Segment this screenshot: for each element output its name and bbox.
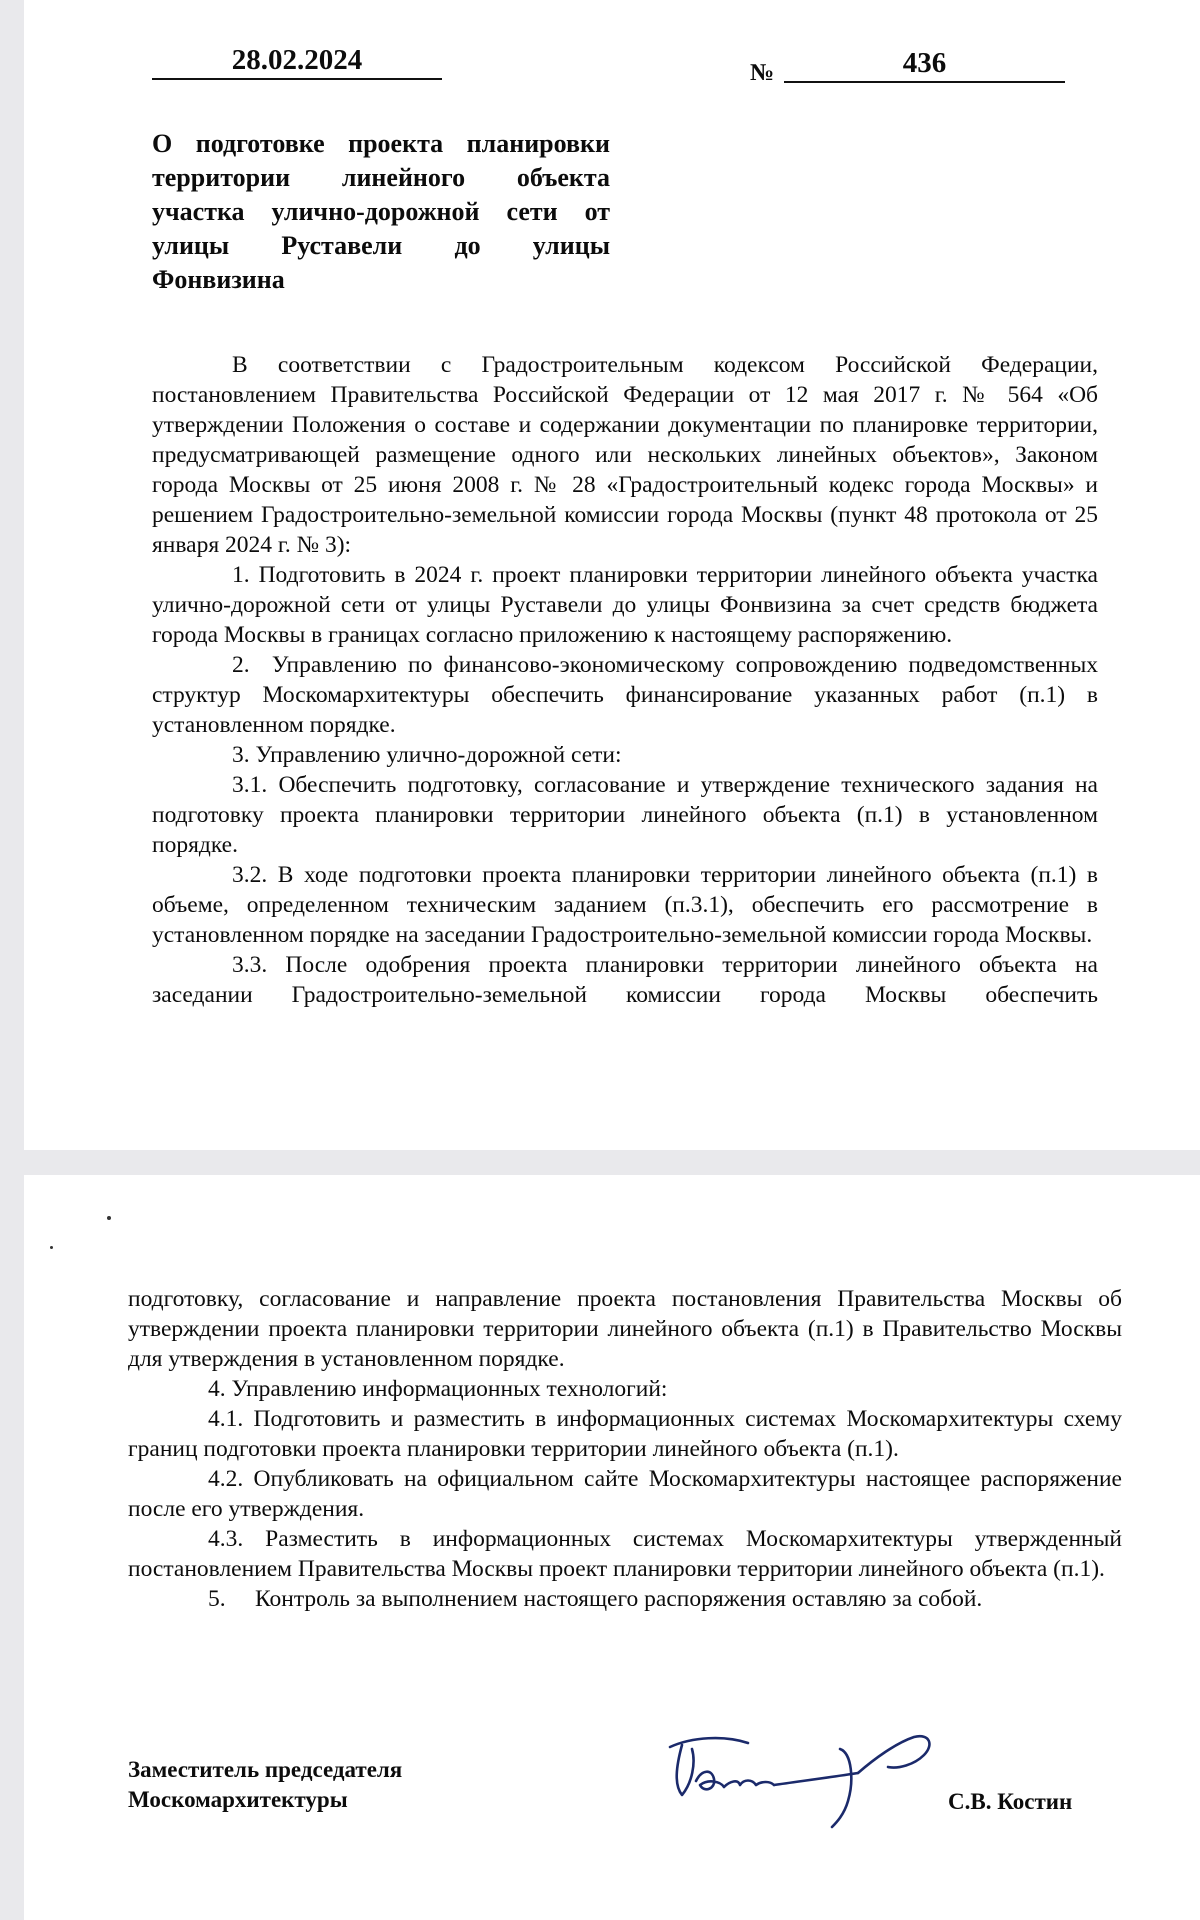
clause-3-3: 3.3. После одобрения проекта планировки территории линейного объекта на заседании Градостроительно-земельной комиссии города Москвы обеспечить (152, 952, 1104, 1008)
signatory-position (128, 1755, 402, 1815)
clause-1: 1. Подготовить в 2024 г. проект планировки территории линейного объекта участка улично-дорожной сети от улицы Руставели до улицы Фонвизина за счет средств бюджета города Москвы в границах согласно приложению к настоящему распоряжению. (152, 562, 1104, 648)
clause-3-2: 3.2. В ходе подготовки проекта планировки территории линейного объекта (п.1) в объеме, определенном техническим заданием (п.3.1), обеспечить его рассмотрение в установленном порядке на заседании Градостроительно-земельной комиссии города Москвы. (152, 862, 1104, 948)
clause-5: 5. Контроль за выполнением настоящего распоряжения оставляю за собой. (208, 1586, 983, 1612)
document-title: О подготовке проекта планировки территории линейного объекта участка улично-дорожной сети от улицы Руставели до улицы Фонвизина (152, 129, 610, 294)
page-1-body (152, 350, 1104, 1010)
document-number: 436 (784, 45, 1065, 83)
document-date: 28.02.2024 (152, 42, 442, 80)
clause-4-2: 4.2. Опубликовать на официальном сайте Москомархитектуры настоящее распоряжение после его утверждения. (128, 1466, 1128, 1522)
page-2-body (128, 1284, 1128, 1614)
scan-speck (50, 1246, 53, 1249)
clause-3: 3. Управлению улично-дорожной сети: (232, 742, 622, 768)
clause-3-3-continued: подготовку, согласование и направление проекта постановления Правительства Москвы об утверждении проекта планировки территории линейного объекта (п.1) в Правительство Москвы для утверждения в установленном порядке. (128, 1286, 1128, 1372)
clause-4-3: 4.3. Разместить в информационных системах Москомархитектуры утвержденный постановлением Правительства Москвы проект планировки территории линейного объекта (п.1). (128, 1526, 1128, 1582)
signatory-name: С.В. Костин (948, 1789, 1073, 1814)
position-line-1: Заместитель председателя (128, 1757, 403, 1782)
handwritten-signature (652, 1723, 972, 1833)
clause-2: 2. Управлению по финансово-экономическому сопровождению подведомственных структур Москомархитектуры обеспечить финансирование указанных работ (п.1) в установленном порядке. (152, 652, 1104, 738)
number-sign: № (750, 60, 775, 86)
clause-4-1: 4.1. Подготовить и разместить в информационных системах Москомархитектуры схему границ подготовки проекта планировки территории линейного объекта (п.1). (128, 1406, 1128, 1462)
position-line-2: Москомархитектуры (128, 1787, 348, 1812)
document-page-1 (24, 0, 1200, 1150)
clause-3-1: 3.1. Обеспечить подготовку, согласование и утверждение технического задания на подготовку проекта планировки территории линейного объекта (п.1) в установленном порядке. (152, 772, 1104, 858)
scan-speck (107, 1216, 111, 1220)
clause-4: 4. Управлению информационных технологий: (208, 1376, 668, 1402)
document-page-2 (24, 1175, 1200, 1920)
preamble-paragraph: В соответствии с Градостроительным кодексом Российской Федерации, постановлением Правительства Российской Федерации от 12 мая 2017 г. № 564 «Об утверждении Положения о составе и содержании документации по планировке территории, предусматривающей размещение одного или нескольких линейных объектов», Законом города Москвы от 25 июня 2008 г. № 28 «Градостроительный кодекс города Москвы» и решением Градостроительно-земельной комиссии города Москвы (пункт 48 протокола от 25 января 2024 г. № 3): (152, 352, 1104, 558)
